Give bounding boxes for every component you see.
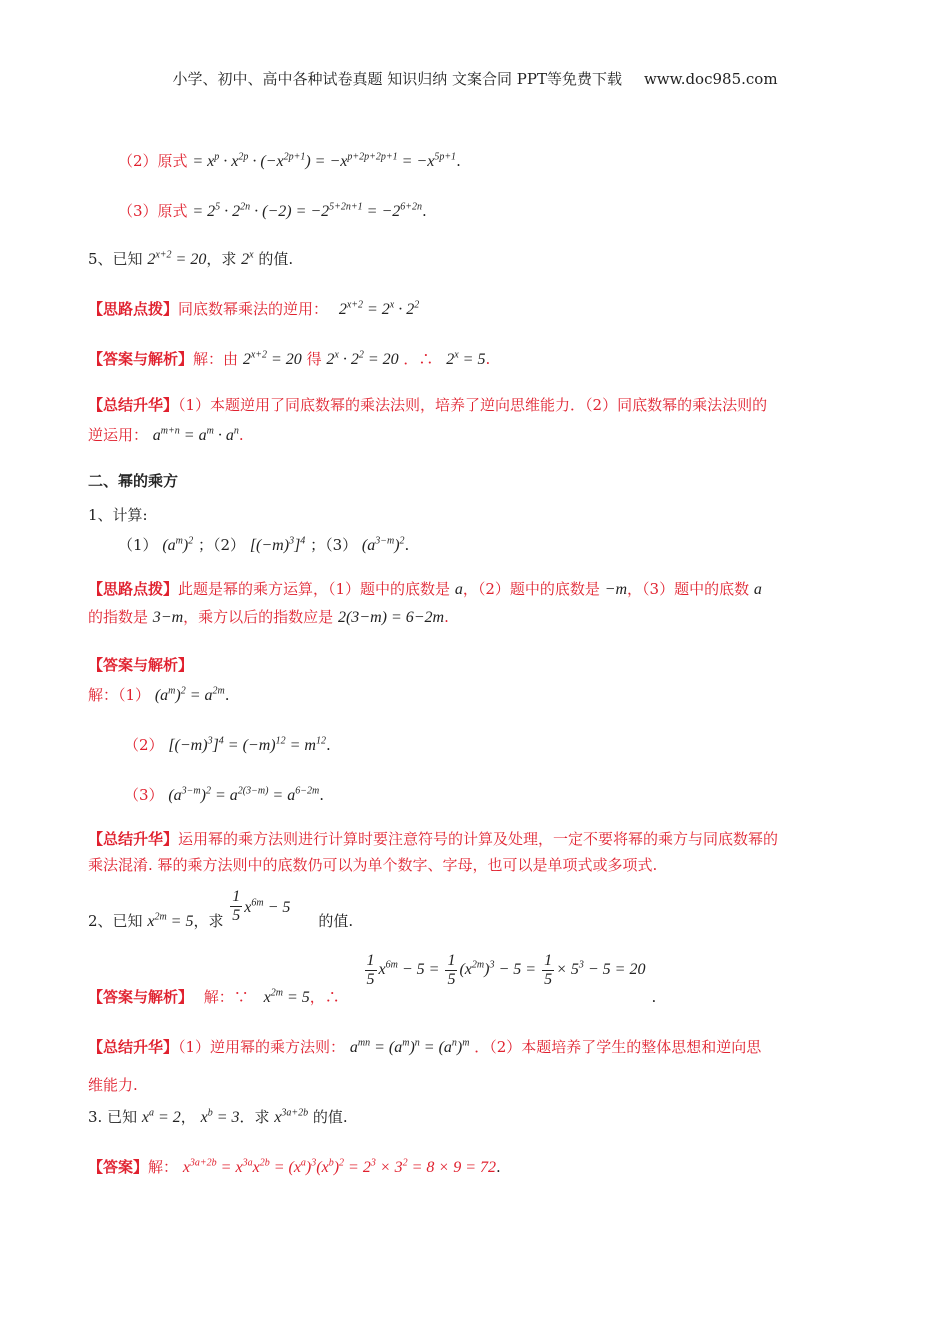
- solution-item-3: （3）原式 = $2^5 \cdot 2^{2n} \cdot (-2) = -2^{5+2n+1} = -2^{6+2n}$.: [118, 201, 427, 220]
- header-site: www.doc985.com: [643, 70, 778, 88]
- part2-question-1-summary-line1: 【总结升华】运用幂的乘方法则进行计算时要注意符号的计算及处理，一定不要将幂的乘方与同底数幂的: [88, 830, 779, 848]
- summary-tag: 【总结升华】: [88, 1038, 179, 1056]
- summary-tag: 【总结升华】: [88, 830, 179, 848]
- answer-tag: 【答案与解析】: [88, 988, 194, 1007]
- hint-tag: 【思路点拨】: [88, 300, 179, 318]
- item-label: （3）原式: [118, 202, 188, 220]
- math-expression: $x^{2m} = 5$: [147, 911, 194, 931]
- item-label: （2）原式: [118, 152, 188, 170]
- question-5-summary-line2: 逆运用： $a^{m+n} = a^m \cdot a^n$.: [88, 425, 244, 444]
- math-expression: $2^{x+2} = 2^x \cdot 2^2$: [338, 299, 420, 318]
- page-header: [0, 68, 950, 90]
- part2-question-1-answer-3: （3） $(a^{3-m})^2 = a^{2(3-m)} = a^{6-2m}$.: [124, 785, 324, 804]
- part2-question-1-title: 1、计算:: [88, 506, 148, 524]
- math-expression: $x^{2m} = 5$: [263, 987, 310, 1007]
- math-expression: $x^a = 2$: [141, 1107, 181, 1126]
- question-5-answer: 【答案与解析】解：由 $2^{x+2} = 20$ 得 $2^x \cdot 2^2 = 20$ ．∴ $2^x = 5$.: [88, 349, 491, 368]
- math-expression: $\frac{1}{5}$ $x^{6m} - 5$ = $\frac{1}{5}$ $(x^{2m})^3 - 5$ = $\frac{1}{5}$ × $5^3 - 5 = 20$: [366, 952, 650, 988]
- math-expression: $2^x = 5$: [446, 349, 486, 368]
- math-expression: $(a^{3-m})^2 = a^{2(3-m)} = a^{6-2m}$: [168, 785, 320, 804]
- part2-question-2: 2、已知 $x^{2m} = 5$，求 $\frac{1}{5}$ $x^{6m} - 5$ 的值.: [88, 888, 354, 931]
- hint-tag: 【思路点拨】: [88, 580, 179, 598]
- math-expression: 2$^x$: [241, 249, 254, 268]
- summary-tag: 【总结升华】: [88, 396, 179, 414]
- part2-question-1-hint-line1: 【思路点拨】此题是幂的乘方运算，（1）题中的底数是 a，（2）题中的底数是 −m，（3）题中的底数 a: [88, 580, 762, 598]
- answer-tag: 【答案与解析】: [88, 350, 194, 368]
- part2-question-2-answer: 【答案与解析】 解：∵ $x^{2m} = 5$，∴ $\frac{1}{5}$ $x^{6m} - 5$ = $\frac{1}{5}$ $(x^{2m})^3 - 5$ = $\frac{1}{5}$ × $5^3 - 5 = 20$ .: [88, 952, 657, 1007]
- part2-question-1-answer-1: 解：（1） $(a^m)^2 = a^{2m}$.: [88, 685, 230, 704]
- part2-question-2-summary-line1: 【总结升华】（1）逆用幂的乘方法则： $a^{mn} = (a^m)^n = (a^n)^m$ ．（2）本题培养了学生的整体思想和逆向思: [88, 1037, 762, 1056]
- part2-question-2-summary-line2: 维能力.: [88, 1076, 138, 1094]
- answer-tag: 【答案与解析】: [88, 656, 194, 674]
- math-expression: $2^x \cdot 2^2 = 20$: [326, 349, 399, 368]
- math-expression: $2^{x+2} = 20$: [242, 349, 302, 368]
- part2-question-1-answer-2: （2） $[(-m)^3]^4 = (-m)^{12} = m^{12}$.: [124, 735, 331, 754]
- part2-question-3-answer: 【答案】解： $x^{3a+2b} = x^{3a}x^{2b} = (x^a)^3(x^b)^2 = 2^3 \times 3^2 = 8 \times 9 = 72$.: [88, 1157, 501, 1176]
- question-5: 5、已知 $2^{x+2} = 20$，求 2$^x$ 的值.: [88, 249, 294, 268]
- section-title: 二、幂的乘方: [88, 472, 179, 490]
- part2-question-1-items: （1） $(a^m)^2$ ；（2） $[(-m)^3]^4$ ；（3） $(a^{3-m})^2$.: [118, 535, 410, 554]
- solution-item-2: （2）原式 = $x^p \cdot x^{2p} \cdot (-x^{2p+1}) = -x^{p+2p+2p+1} = -x^{5p+1}$.: [118, 151, 461, 170]
- part2-question-1-hint-line2: 的指数是 3−m，乘方以后的指数应是 2(3−m) = 6−2m.: [88, 608, 449, 626]
- math-expression: $(a^m)^2 = a^{2m}$: [154, 685, 225, 704]
- math-expression: $x^b = 3$: [200, 1107, 240, 1126]
- math-expression: = $2^5 \cdot 2^{2n} \cdot (-2) = -2^{5+2n+1} = -2^{6+2n}$: [192, 201, 423, 220]
- math-expression: $x^{3a+2b} = x^{3a}x^{2b} = (x^a)^3(x^b)^2 = 2^3 \times 3^2 = 8 \times 9 = 72$: [182, 1157, 496, 1176]
- math-expression: = $x^p \cdot x^{2p} \cdot (-x^{2p+1}) = -x^{p+2p+2p+1} = -x^{5p+1}$: [192, 151, 457, 170]
- math-expression: $a^{m+n} = a^m \cdot a^n$: [152, 425, 239, 444]
- part2-question-1-summary-line2: 乘法混淆. 幂的乘方法则中的底数仍可以为单个数字、字母，也可以是单项式或多项式.: [88, 856, 658, 874]
- math-expression: $[(-m)^3]^4$: [249, 535, 306, 554]
- header-text: 小学、初中、高中各种试卷真题 知识归纳 文案合同 PPT等免费下载: [172, 70, 622, 88]
- part2-question-3: 3. 已知 $x^a = 2$， $x^b = 3$．求 $x^{3a+2b}$ 的值.: [88, 1107, 348, 1126]
- math-expression: $x^{3a+2b}$: [274, 1107, 309, 1126]
- answer-tag: 【答案】: [88, 1158, 149, 1176]
- math-expression: $(a^m)^2$: [162, 535, 194, 554]
- math-expression: $[(-m)^3]^4 = (-m)^{12} = m^{12}$: [168, 735, 326, 754]
- math-expression: $\frac{1}{5}$ $x^{6m} - 5$: [232, 888, 295, 924]
- question-5-summary-line1: 【总结升华】（1）本题逆用了同底数幂的乘法法则，培养了逆向思维能力．（2）同底数幂的乘法法则的: [88, 396, 768, 414]
- part2-question-1-answer-tag: [88, 654, 950, 676]
- math-expression: $a^{mn} = (a^m)^n = (a^n)^m$: [349, 1037, 470, 1056]
- math-expression: $2^{x+2} = 20$: [147, 249, 207, 268]
- math-expression: $(a^{3-m})^2$: [361, 535, 405, 554]
- question-5-hint: 【思路点拨】同底数幂乘法的逆用： $2^{x+2} = 2^x \cdot 2^2$: [88, 299, 420, 318]
